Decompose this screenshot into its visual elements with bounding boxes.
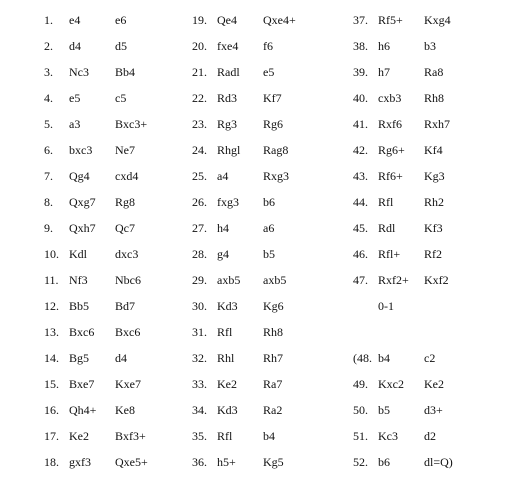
white-move: Bxe7	[69, 377, 95, 391]
move-number: 4.	[44, 91, 53, 105]
move-number: 24.	[192, 143, 207, 157]
black-move: b4	[263, 429, 275, 443]
black-move: Rxg3	[263, 169, 290, 183]
white-move: h7	[378, 65, 390, 79]
move-row	[0, 452, 522, 472]
white-move: Kxc2	[378, 377, 404, 391]
black-move: Rh8	[263, 325, 284, 339]
move-row	[0, 218, 522, 238]
move-number: 18.	[44, 455, 59, 469]
move-number: 51.	[353, 429, 368, 443]
black-move: Qc7	[115, 221, 135, 235]
move-number: 26.	[192, 195, 207, 209]
move-row	[0, 374, 522, 394]
black-move: d5	[115, 39, 127, 53]
white-move: fxe4	[217, 39, 239, 53]
move-number: 33.	[192, 377, 207, 391]
move-number: 16.	[44, 403, 59, 417]
white-move: fxg3	[217, 195, 239, 209]
black-move: Kf4	[424, 143, 443, 157]
white-move: Rdl	[378, 221, 396, 235]
black-move: Rg6	[263, 117, 284, 131]
black-move: Ra2	[263, 403, 283, 417]
white-move: Qxh7	[69, 221, 96, 235]
move-number: 34.	[192, 403, 207, 417]
black-move: axb5	[263, 273, 287, 287]
move-number: 35.	[192, 429, 207, 443]
move-number: 9.	[44, 221, 53, 235]
white-move: Rfl	[378, 195, 394, 209]
move-number: 47.	[353, 273, 368, 287]
black-move: Ra7	[263, 377, 283, 391]
move-number: 41.	[353, 117, 368, 131]
black-move: Qxe5+	[115, 455, 148, 469]
black-move: f6	[263, 39, 273, 53]
white-move: Rg6+	[378, 143, 405, 157]
black-move: Kxg4	[424, 13, 451, 27]
white-move: h4	[217, 221, 229, 235]
black-move: e6	[115, 13, 127, 27]
white-move: h5+	[217, 455, 236, 469]
white-move: g4	[217, 247, 229, 261]
black-move: Bb4	[115, 65, 136, 79]
move-number: 6.	[44, 143, 53, 157]
move-number: 17.	[44, 429, 59, 443]
move-row	[0, 140, 522, 160]
move-number: 31.	[192, 325, 207, 339]
black-move: Rh2	[424, 195, 445, 209]
black-move: Bd7	[115, 299, 136, 313]
black-move: Bxf3+	[115, 429, 146, 443]
black-move: Bxc6	[115, 325, 141, 339]
move-row	[0, 270, 522, 290]
white-move: Rfl+	[378, 247, 401, 261]
white-move: e4	[69, 13, 81, 27]
move-row	[0, 192, 522, 212]
black-move: Rag8	[263, 143, 289, 157]
black-move: c5	[115, 91, 127, 105]
white-move: axb5	[217, 273, 241, 287]
white-move: Rxf6	[378, 117, 402, 131]
black-move: Ra8	[424, 65, 444, 79]
move-number: 14.	[44, 351, 59, 365]
move-number: 22.	[192, 91, 207, 105]
black-move: Rh7	[263, 351, 284, 365]
white-move: Rfl	[217, 429, 233, 443]
black-move: Rxh7	[424, 117, 451, 131]
black-move: Kf3	[424, 221, 443, 235]
move-number: (48.	[353, 351, 372, 365]
white-move: Rfl	[217, 325, 233, 339]
white-move: Nf3	[69, 273, 88, 287]
move-number: 7.	[44, 169, 53, 183]
white-move: 0-1	[378, 299, 394, 313]
black-move: dxc3	[115, 247, 139, 261]
black-move: Kg6	[263, 299, 284, 313]
move-number: 19.	[192, 13, 207, 27]
white-move: Bxc6	[69, 325, 95, 339]
white-move: e5	[69, 91, 81, 105]
black-move: b5	[263, 247, 275, 261]
move-number: 11.	[44, 273, 59, 287]
white-move: gxf3	[69, 455, 91, 469]
move-number: 50.	[353, 403, 368, 417]
move-row	[0, 296, 522, 316]
black-move: d3+	[424, 403, 443, 417]
move-number: 52.	[353, 455, 368, 469]
black-move: Nbc6	[115, 273, 141, 287]
black-move: Kg3	[424, 169, 445, 183]
move-number: 13.	[44, 325, 59, 339]
white-move: Qe4	[217, 13, 237, 27]
white-move: b6	[378, 455, 390, 469]
move-number: 45.	[353, 221, 368, 235]
white-move: b5	[378, 403, 390, 417]
move-row	[0, 10, 522, 30]
black-move: Kg5	[263, 455, 284, 469]
white-move: Rf6+	[378, 169, 403, 183]
white-move: Rhgl	[217, 143, 241, 157]
move-number: 25.	[192, 169, 207, 183]
move-number: 1.	[44, 13, 53, 27]
move-number: 23.	[192, 117, 207, 131]
move-row	[0, 244, 522, 264]
white-move: Qg4	[69, 169, 90, 183]
white-move: Rd3	[217, 91, 238, 105]
move-number: 37.	[353, 13, 368, 27]
black-move: Rf2	[424, 247, 442, 261]
move-row	[0, 166, 522, 186]
white-move: b4	[378, 351, 390, 365]
black-move: Kxf2	[424, 273, 449, 287]
move-row	[0, 88, 522, 108]
black-move: Rh8	[424, 91, 445, 105]
move-number: 36.	[192, 455, 207, 469]
move-number: 29.	[192, 273, 207, 287]
black-move: e5	[263, 65, 275, 79]
black-move: Ne7	[115, 143, 135, 157]
white-move: Rhl	[217, 351, 235, 365]
black-move: d4	[115, 351, 127, 365]
black-move: Ke2	[424, 377, 444, 391]
black-move: cxd4	[115, 169, 139, 183]
white-move: Rf5+	[378, 13, 403, 27]
white-move: Ke2	[217, 377, 237, 391]
white-move: Rxf2+	[378, 273, 409, 287]
black-move: Ke8	[115, 403, 135, 417]
white-move: Qxg7	[69, 195, 96, 209]
move-number: 40.	[353, 91, 368, 105]
move-number: 2.	[44, 39, 53, 53]
move-number: 38.	[353, 39, 368, 53]
move-number: 12.	[44, 299, 59, 313]
black-move: b3	[424, 39, 436, 53]
move-row	[0, 426, 522, 446]
white-move: a4	[217, 169, 229, 183]
white-move: a3	[69, 117, 81, 131]
black-move: c2	[424, 351, 436, 365]
move-row	[0, 348, 522, 368]
white-move: Radl	[217, 65, 240, 79]
move-number: 28.	[192, 247, 207, 261]
move-number: 49.	[353, 377, 368, 391]
black-move: Qxe4+	[263, 13, 296, 27]
white-move: cxb3	[378, 91, 402, 105]
move-row	[0, 114, 522, 134]
black-move: a6	[263, 221, 275, 235]
white-move: d4	[69, 39, 81, 53]
move-number: 21.	[192, 65, 207, 79]
white-move: h6	[378, 39, 390, 53]
white-move: Qh4+	[69, 403, 97, 417]
move-number: 43.	[353, 169, 368, 183]
move-number: 27.	[192, 221, 207, 235]
move-number: 15.	[44, 377, 59, 391]
black-move: Bxc3+	[115, 117, 148, 131]
move-number: 30.	[192, 299, 207, 313]
white-move: Kc3	[378, 429, 398, 443]
white-move: Rg3	[217, 117, 238, 131]
black-move: Kxe7	[115, 377, 141, 391]
move-number: 39.	[353, 65, 368, 79]
white-move: bxc3	[69, 143, 93, 157]
black-move: d2	[424, 429, 436, 443]
move-row	[0, 36, 522, 56]
white-move: Ke2	[69, 429, 89, 443]
move-row	[0, 400, 522, 420]
white-move: Kd3	[217, 403, 238, 417]
white-move: Bb5	[69, 299, 90, 313]
move-number: 44.	[353, 195, 368, 209]
move-number: 32.	[192, 351, 207, 365]
move-number: 42.	[353, 143, 368, 157]
move-number: 46.	[353, 247, 368, 261]
black-move: Rg8	[115, 195, 136, 209]
move-number: 5.	[44, 117, 53, 131]
move-number: 8.	[44, 195, 53, 209]
black-move: Kf7	[263, 91, 282, 105]
black-move: dl=Q)	[424, 455, 453, 469]
move-number: 20.	[192, 39, 207, 53]
black-move: b6	[263, 195, 275, 209]
white-move: Bg5	[69, 351, 90, 365]
white-move: Kdl	[69, 247, 87, 261]
white-move: Kd3	[217, 299, 238, 313]
move-row	[0, 322, 522, 342]
move-row	[0, 62, 522, 82]
move-number: 10.	[44, 247, 59, 261]
white-move: Nc3	[69, 65, 89, 79]
move-number: 3.	[44, 65, 53, 79]
